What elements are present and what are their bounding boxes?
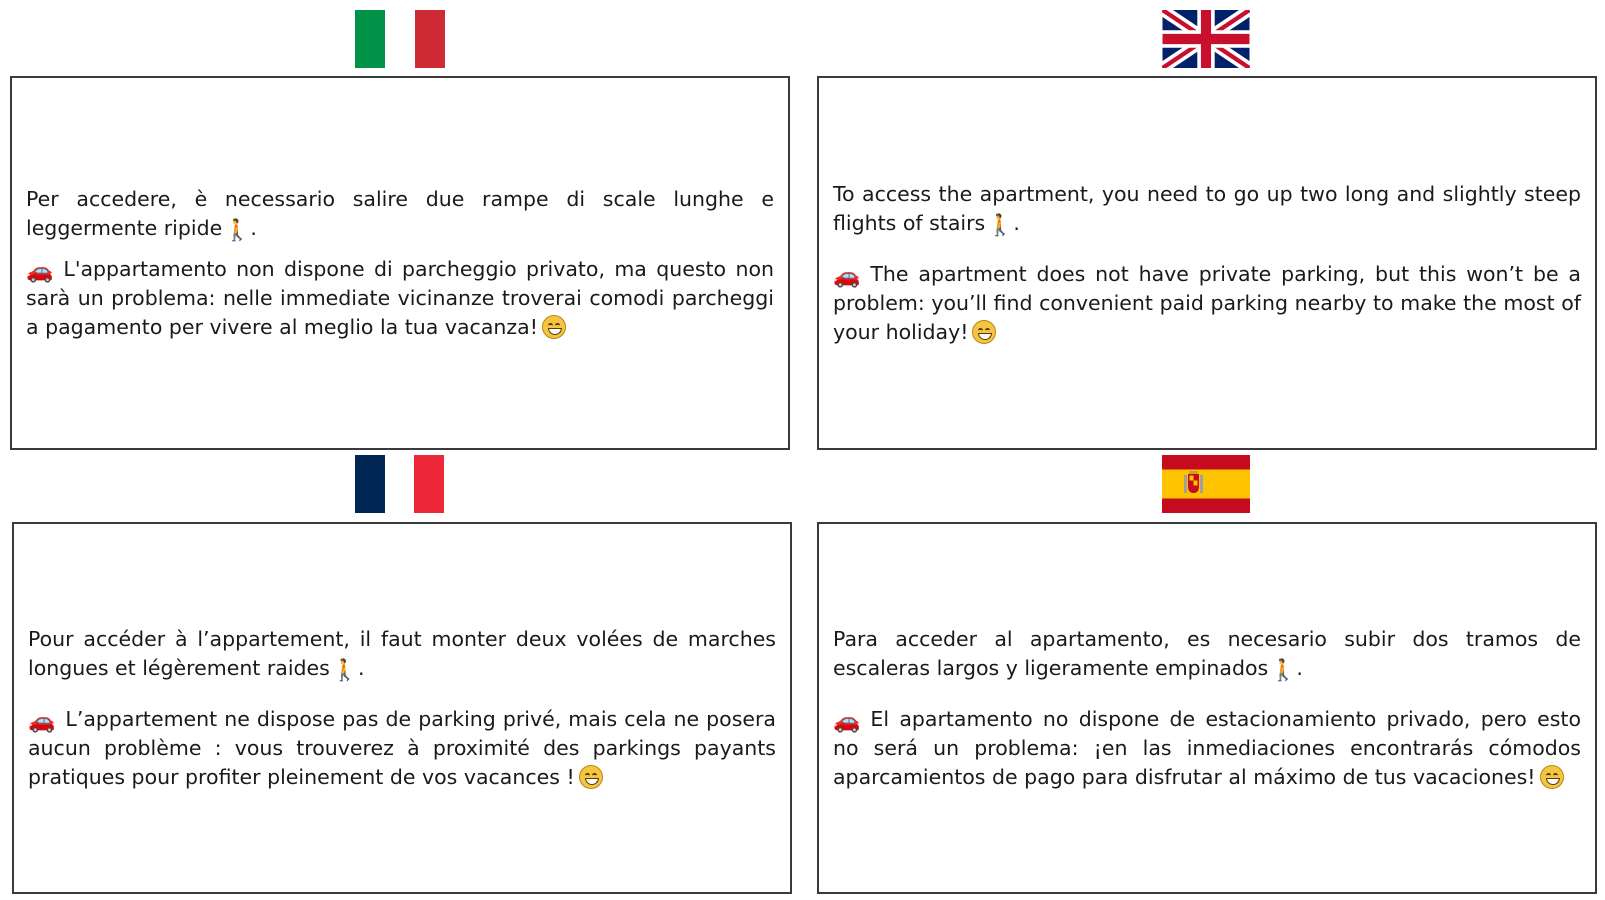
parking-text: El apartamento no dispone de estacionamiento privado, pero esto no será un problema: ¡en las inmediaciones encontrarás cómodos aparcamientos de pago para disfrutar al máximo de tus vacaciones! bbox=[833, 706, 1581, 789]
grinning-face-icon bbox=[542, 315, 566, 339]
spain-flag-bottom-red bbox=[1162, 499, 1250, 514]
parking-text: The apartment does not have private parking, but this won’t be a problem: you’ll find convenient paid parking nearby to make the most of your holiday! bbox=[833, 261, 1581, 344]
car-icon: 🚗 bbox=[833, 263, 861, 289]
access-end: . bbox=[1296, 655, 1303, 680]
parking-text: L’appartement ne dispose pas de parking privé, mais cela ne posera aucun problème : vous trouverez à proximité des parkings payants pratiques pour profiter pleinement de vos vacances ! bbox=[28, 706, 776, 789]
italian-text-panel bbox=[10, 76, 790, 450]
english-text-panel bbox=[817, 76, 1597, 450]
grinning-face-icon bbox=[972, 320, 996, 344]
person-walking-icon: 🚶 bbox=[1270, 657, 1297, 682]
person-walking-icon: 🚶 bbox=[331, 657, 359, 682]
french-text-panel bbox=[12, 522, 792, 894]
access-end: . bbox=[358, 655, 365, 680]
person-walking-icon: 🚶 bbox=[987, 212, 1014, 237]
car-icon: 🚗 bbox=[26, 258, 54, 284]
access-text: Pour accéder à l’appartement, il faut monter deux volées de marches longues et légèrement raides bbox=[28, 626, 776, 680]
france-flag bbox=[355, 455, 444, 513]
spain-flag-top-red bbox=[1162, 455, 1250, 470]
italy-flag-green-band bbox=[355, 10, 385, 68]
grinning-face-icon bbox=[1540, 765, 1564, 789]
access-text: Per accedere, è necessario salire due rampe di scale lunghe e leggermente ripide bbox=[26, 186, 774, 240]
access-text: Para acceder al apartamento, es necesario subir dos tramos de escaleras largos y ligeramente empinados bbox=[833, 626, 1581, 680]
access-paragraph bbox=[833, 180, 1581, 238]
car-icon: 🚗 bbox=[833, 708, 861, 734]
parking-paragraph bbox=[28, 705, 776, 792]
grinning-face-icon bbox=[579, 765, 603, 789]
person-walking-icon: 🚶 bbox=[224, 217, 251, 242]
italy-flag bbox=[355, 10, 445, 68]
spanish-text-panel bbox=[817, 522, 1597, 894]
car-icon: 🚗 bbox=[28, 708, 56, 734]
parking-paragraph bbox=[833, 705, 1581, 792]
access-paragraph bbox=[26, 185, 774, 243]
parking-text: L'appartamento non dispone di parcheggio privato, ma questo non sarà un problema: nelle immediate vicinanze troverai comodi parcheggi a pagamento per vivere al meglio la tua vacanza! bbox=[26, 256, 774, 339]
access-paragraph bbox=[833, 625, 1581, 683]
parking-paragraph bbox=[833, 260, 1581, 347]
italy-flag-red-band bbox=[415, 10, 445, 68]
access-text: To access the apartment, you need to go up two long and slightly steep flights of stairs bbox=[833, 181, 1581, 235]
spain-flag bbox=[1162, 455, 1250, 513]
uk-flag bbox=[1162, 10, 1250, 68]
access-paragraph bbox=[28, 625, 776, 683]
parking-paragraph bbox=[26, 255, 774, 342]
spain-flag-yellow bbox=[1162, 470, 1250, 499]
access-end: . bbox=[1013, 210, 1020, 235]
france-flag-blue-band bbox=[355, 455, 385, 513]
france-flag-white-band bbox=[385, 455, 414, 513]
access-end: . bbox=[250, 215, 257, 240]
france-flag-red-band bbox=[414, 455, 444, 513]
italy-flag-white-band bbox=[385, 10, 415, 68]
